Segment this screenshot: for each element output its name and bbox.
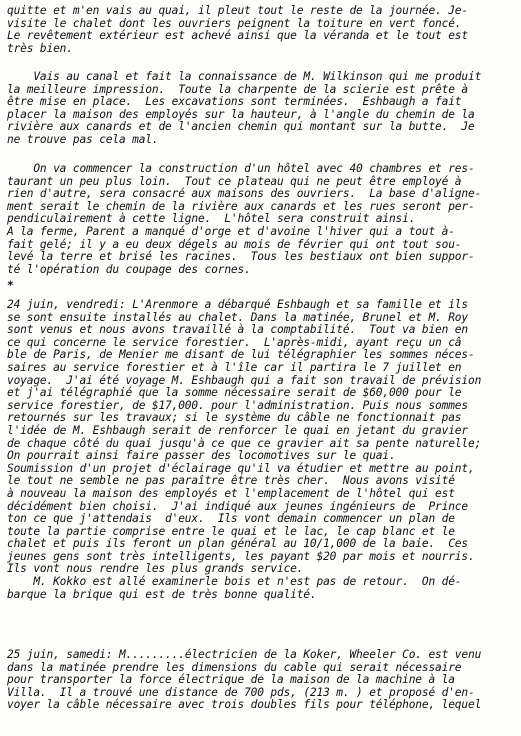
text-line: té l'opération du coupage des cornes.	[7, 262, 251, 276]
text-line: pour transporter la force électrique de la maison de la machine à la	[7, 673, 455, 687]
paragraph-hotel-construction	[7, 163, 517, 276]
text-line: voyage. J'ai été voyage M. Eshbaugh qui a fait son travail de prévision	[7, 373, 482, 387]
text-line: quitte et m'en vais au quai, il pleut tout le reste de la journée. Je-	[7, 4, 468, 17]
text-line: ton ce que j'attendais d'eux. Ils vont demain commencer un plan de	[7, 512, 455, 526]
text-line: ce qui concerne le service forestier. L'après-midi, ayant reçu un câ	[7, 335, 462, 349]
text-line: levé la terre et brisé les racines. Tous les bestiaux ont bien suppor-	[7, 250, 475, 264]
text-line: A la ferme, Parent a manqué d'orge et d'avoine l'hiver qui a tout à-	[7, 224, 455, 238]
text-line: à nouveau la maison des employés et l'emplacement de l'hôtel qui est	[7, 486, 455, 500]
text-line: dans la matinée prendre les dimensions du cable qui serait nécessaire	[7, 660, 462, 674]
paragraph-chalet-visit	[7, 5, 517, 55]
text-line: voyer la câble nécessaire avec trois doubles fils pour téléphone, lequel	[7, 698, 482, 712]
text-line: taurant un peu plus loin. Tout ce plateau qui ne peut être employé à	[7, 174, 462, 188]
text-line: ne trouve pas cela mal.	[7, 132, 159, 146]
text-line: jeunes gens sont très intelligents, les payant $20 par mois et nourris.	[7, 549, 475, 563]
text-line: Villa. Il a trouvé une distance de 700 pds, (213 m. ) et proposé d'en-	[7, 685, 475, 699]
text-line: ment serait le chemin de la rivière aux canards et les rues seront per-	[7, 199, 475, 213]
text-line: visite le chalet dont les ouvriers peignent la toiture en vert foncé.	[7, 16, 462, 30]
text-line: On pourrait ainsi faire passer des locomotives sur le quai.	[7, 449, 396, 463]
text-line: chalet et puis ils feront un plan général au 10/1,000 de la baie. Ces	[7, 537, 468, 551]
text-line: M. Kokko est allé examinerle bois et n'est pas de retour. On dé-	[7, 575, 462, 589]
text-line: On va commencer la construction d'un hôtel avec 40 chambres et res-	[7, 162, 475, 175]
text-line: très bien.	[7, 41, 73, 55]
text-line: ble de Paris, de Menier me disant de lui télégraphier les sommes néces-	[7, 348, 475, 362]
text-line: placer la maison des employés sur la hauteur, à l'angle du chemin de la	[7, 107, 475, 121]
text-line: Le revêtement extérieur est achevé ainsi que la véranda et le tout est	[7, 29, 468, 43]
text-line: Ils vont nous rendre les plus grands service.	[7, 562, 304, 576]
text-line: pendiculairement à cette ligne. L'hôtel sera construit ainsi.	[7, 212, 416, 226]
text-line: Vais au canal et fait la connaissance de M. Wilkinson qui me produit	[7, 70, 482, 83]
text-line: retournés sur les travaux; si le système du câble ne fonctionnait pas	[7, 411, 462, 425]
text-line: fait gelé; il y a eu deux dégels au mois de février qui ont tout sou-	[7, 237, 462, 251]
text-line: décidément bien choisi. J'ai indiqué aux jeunes ingénieurs de Prince	[7, 499, 468, 513]
text-line: Soumission d'un projet d'éclairage qu'il va étudier et mettre au point,	[7, 461, 475, 475]
text-line: service forestier, de $17,000. pour l'administration. Puis nous sommes	[7, 398, 468, 412]
text-line: toute la partie comprise entre le quai et le lac, le cap blanc et le	[7, 524, 455, 538]
text-line: être mise en place. Les excavations sont terminées. Eshbaugh a fait	[7, 95, 462, 109]
text-line: rivière aux canards et de l'ancien chemin qui montant sur la butte. Je	[7, 120, 475, 134]
text-line: l'idée de M. Eshbaugh serait de renforcer le quai en jetant du gravier	[7, 423, 468, 437]
text-line: le tout ne semble ne pas paraître être très cher. Nous avons visité	[7, 474, 455, 488]
text-line: de chaque côté du quai jusqu'à ce que ce gravier ait sa pente naturelle;	[7, 436, 482, 450]
text-line: et j'ai télégraphié que la somme nécessaire serait de $60,000 pour le	[7, 386, 462, 400]
text-line: 25 juin, samedi: M.........électricien de la Koker, Wheeler Co. est venu	[7, 648, 482, 661]
text-line: se sont ensuite installés au chalet. Dans la matinée, Brunel et M. Roy	[7, 310, 468, 324]
paragraph-june-25	[7, 649, 517, 712]
paragraph-june-24	[7, 299, 517, 601]
paragraph-canal-wilkinson	[7, 71, 517, 147]
section-separator: *	[7, 279, 14, 292]
text-line: sont venus et nous avons travaillé à la comptabilité. Tout va bien en	[7, 323, 468, 337]
text-line: la meilleure impression. Toute la charpente de la scierie est prête à	[7, 82, 468, 96]
text-line: saires au service forestier et à l'île car il partira le 7 juillet en	[7, 360, 462, 374]
text-line: rien d'autre, sera consacré aux maisons des ouvriers. La base d'aligne-	[7, 187, 482, 201]
text-line: 24 juin, vendredi: L'Arenmore a débarqué Eshbaugh et sa famille et ils	[7, 298, 468, 311]
text-line: barque la brique qui est de très bonne qualité.	[7, 587, 317, 601]
